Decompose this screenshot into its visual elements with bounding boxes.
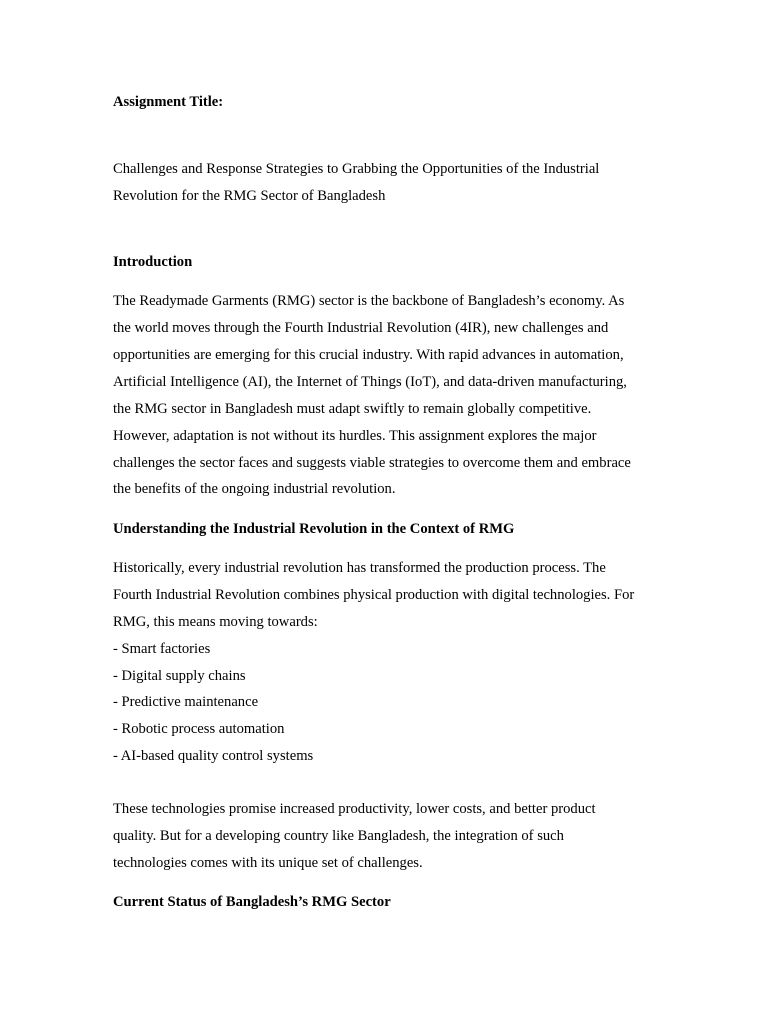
understanding-heading: Understanding the Industrial Revolution in the Context of RMG [113, 521, 515, 537]
introduction-paragraph-line: challenges the sector faces and suggests viable strategies to overcome them and embrace [113, 455, 631, 471]
introduction-paragraph-line: However, adaptation is not without its hurdles. This assignment explores the major [113, 428, 597, 444]
introduction-paragraph-line: the world moves through the Fourth Industrial Revolution (4IR), new challenges and [113, 320, 609, 336]
introduction-paragraph-line: The Readymade Garments (RMG) sector is the backbone of Bangladesh’s economy. As [113, 293, 625, 309]
introduction-paragraph-line: the RMG sector in Bangladesh must adapt swiftly to remain globally competitive. [113, 401, 592, 417]
understanding-closing-line: These technologies promise increased productivity, lower costs, and better product [113, 801, 596, 817]
introduction-paragraph-line: opportunities are emerging for this crucial industry. With rapid advances in automation, [113, 347, 624, 363]
current-status-heading: Current Status of Bangladesh’s RMG Sector [113, 894, 391, 910]
document-title-line: Challenges and Response Strategies to Grabbing the Opportunities of the Industrial [113, 161, 600, 177]
document-title-line: Revolution for the RMG Sector of Bangladesh [113, 188, 386, 204]
technology-list-item: - AI-based quality control systems [113, 748, 314, 764]
understanding-paragraph-line: Fourth Industrial Revolution combines physical production with digital technologies. For [113, 587, 635, 603]
assignment-title-label: Assignment Title: [113, 94, 224, 110]
introduction-heading: Introduction [113, 254, 193, 270]
understanding-closing-line: technologies comes with its unique set of challenges. [113, 855, 423, 871]
introduction-paragraph-line: Artificial Intelligence (AI), the Internet of Things (IoT), and data-driven manufacturing, [113, 374, 627, 390]
understanding-paragraph-line: Historically, every industrial revolution has transformed the production process. The [113, 560, 606, 576]
technology-list-item: - Smart factories [113, 641, 211, 657]
technology-list-item: - Robotic process automation [113, 721, 285, 737]
understanding-closing-line: quality. But for a developing country like Bangladesh, the integration of such [113, 828, 564, 844]
technology-list-item: - Digital supply chains [113, 668, 246, 684]
technology-list-item: - Predictive maintenance [113, 694, 259, 710]
understanding-paragraph-line: RMG, this means moving towards: [113, 614, 318, 630]
introduction-paragraph-line: the benefits of the ongoing industrial revolution. [113, 481, 396, 497]
